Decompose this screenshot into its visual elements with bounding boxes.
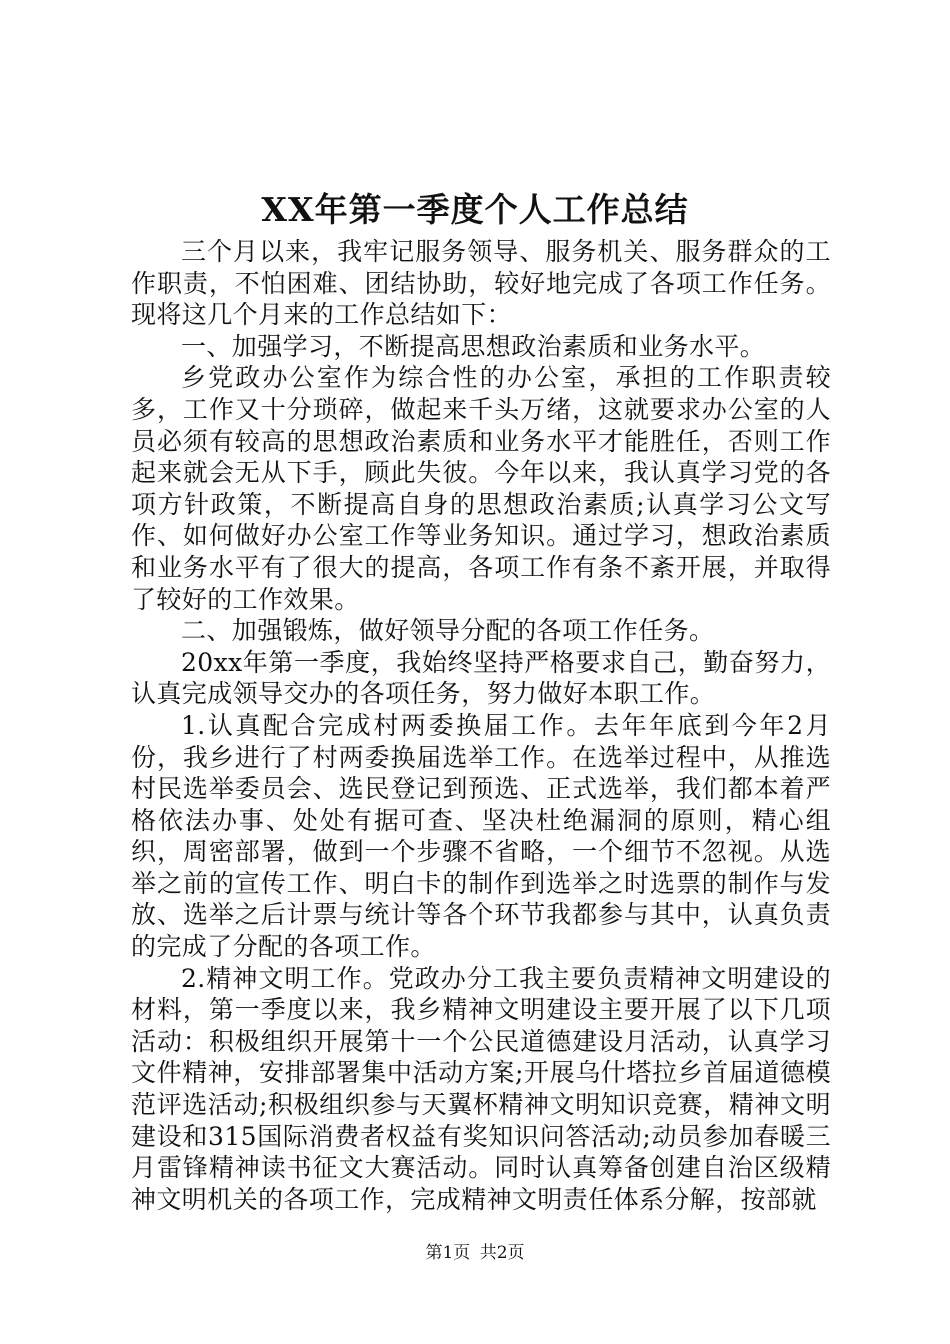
- document-title: XX年第一季度个人工作总结: [261, 190, 689, 229]
- page-number: 第1页: [425, 1243, 471, 1263]
- paragraph-intro: 三个月以来，我牢记服务领导、服务机关、服务群众的工作职责，不怕困难、团结协助，较好地完成了各项工作任务。现将这几个月来的工作总结如下：: [131, 237, 831, 330]
- paragraph-q1-summary: 20xx年第一季度，我始终坚持严格要求自己，勤奋努力，认真完成领导交办的各项任务，努力做好本职工作。: [131, 647, 831, 709]
- page-total: 共2页: [479, 1243, 525, 1263]
- paragraph-item-2: 2.精神文明工作。党政办分工我主要负责精神文明建设的材料，第一季度以来，我乡精神文明建设主要开展了以下几项活动：积极组织开展第十一个公民道德建设月活动，认真学习文件精神，安排部署集中活动方案;开展乌什塔拉乡首届道德模范评选活动;积极组织参与天翼杯精神文明知识竞赛，精神文明建设和315国际消费者权益有奖知识问答活动;动员参加春暖三月雷锋精神读书征文大赛活动。同时认真筹备创建自治区级精神文明机关的各项工作，完成精神文明责任体系分解，按部就: [131, 963, 831, 1214]
- page-footer: [0, 1241, 950, 1265]
- paragraph-study: 乡党政办公室作为综合性的办公室，承担的工作职责较多，工作又十分琐碎，做起来千头万绪，这就要求办公室的人员必须有较高的思想政治素质和业务水平才能胜任，否则工作起来就会无从下手，顾此失彼。今年以来，我认真学习党的各项方针政策，不断提高自身的思想政治素质;认真学习公文写作、如何做好办公室工作等业务知识。通过学习，想政治素质和业务水平有了很大的提高，各项工作有条不紊开展，并取得了较好的工作效果。: [131, 363, 831, 614]
- section-heading-2: 二、加强锻炼，做好领导分配的各项工作任务。: [181, 616, 715, 646]
- section-heading-1: 一、加强学习，不断提高思想政治素质和业务水平。: [181, 331, 766, 361]
- document-body: [131, 236, 831, 1215]
- paragraph-item-1: 1.认真配合完成村两委换届工作。去年年底到今年2月份，我乡进行了村两委换届选举工作。在选举过程中，从推选村民选举委员会、选民登记到预选、正式选举，我们都本着严格依法办事、处处有据可查、坚决杜绝漏洞的原则，精心组织，周密部署，做到一个步骤不省略，一个细节不忽视。从选举之前的宣传工作、明白卡的制作到选举之时选票的制作与发放、选举之后计票与统计等各个环节我都参与其中，认真负责的完成了分配的各项工作。: [131, 710, 831, 962]
